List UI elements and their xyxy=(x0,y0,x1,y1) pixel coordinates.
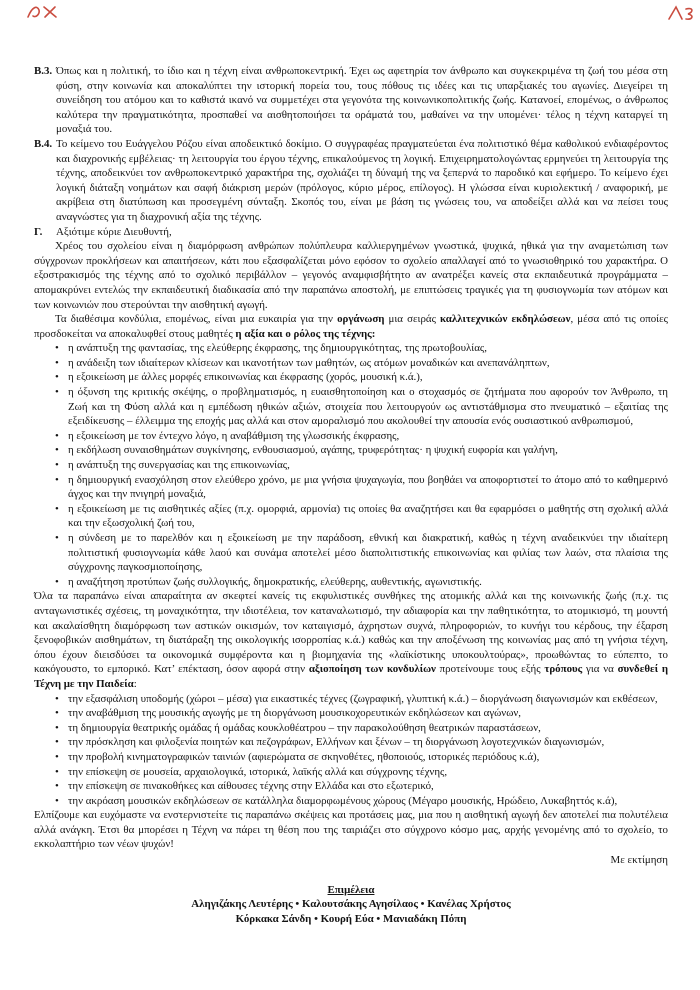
paragraph-text: Όλα τα παραπάνω είναι απαραίτητα αν σκεφτεί κανείς τις εκφυλιστικές συνθήκες της ατομικής αλλά και της κοινωνικής ζωής (π.χ. τις ανταγωνιστικές σχέσεις, τη μοναχικότητα, την ιδιοτέλεια, τον καταναλωτισμό, την αδιαφορία και την παθητικότητα, το ατομικισμό, τη μουντή και ακαλαίσθητη διαμόρφωση των αστικών οικισμών, τον καταιγισμό, άχρηστων συχνά, πληροφοριών, το κυνήγι του κέρδους, την έξαρση ξενοφοβικών αισθημάτων, τη διατάραξη της οικολογικής ισορροπίας κ.ά.) καθώς και την αποξένωση της κοινωνίας μας από τη γνήσια τέχνη, όπου έχουν διεισδύσει τα οικονομικά συμφέροντα και η βιομηχανία της «λαϊκίστικης υποκουλτούρας», προωθώντας το εύπεπτο, το κακόγουστο, το εμπορικό. Κατ’ επέκταση, όσον αφορά στην xyxy=(34,590,668,676)
list-item: • η ανάπτυξη της συνεργασίας και της επικοινωνίας, xyxy=(55,458,668,473)
section-b4 xyxy=(34,137,668,225)
section-gamma-label: Γ. xyxy=(34,225,43,238)
section-b4-text: Το κείμενο του Ευάγγελου Ρόζου είναι αποδεικτικό δοκίμιο. Ο συγγραφέας πραγματεύεται ένα πολιτιστικό θέμα καθολικού ενδιαφέροντος και διαχρονικής εμβέλειας· τη λειτουργία του έργου τέχνης, επικαλούμενος τη λογική. Επιχειρηματολογώντας ερμηνεύει τη λειτουργία της τέχνης, αποδεικνύει τον ανθρωποκεντρικό χαρακτήρα της, σχολιάζει τη δύναμή της να ξεπερνά το παροδικό και εφήμερο. Το κείμενο έχει λογική διάταξη νοημάτων και σαφή διάκριση μερών (πρόλογος, κύριο μέρος, επίλογος). Η γλώσσα είναι κυριολεκτική / αναφορική, με ακρίβεια στη διατύπωση και προσεγμένη σύνταξη. Σκοπός του, είναι με βάση τις γνώσεις του, να αποδείξει αλλά και να πείσει τους αναγνώστες για τη διαχρονική αξία της τέχνης. xyxy=(56,137,668,223)
emphasis-text: αξιοποίηση των κονδυλίων xyxy=(308,663,436,676)
signoff-text: Με εκτίμηση xyxy=(610,854,668,867)
emphasis-text: καλλιτεχνικών εκδηλώσεων xyxy=(440,313,571,326)
list-item: • την αναβάθμιση της μουσικής αγωγής με τη διοργάνωση μουσικοχορευτικών εκδηλώσεων και αγώνων, xyxy=(55,706,668,721)
list-item: • την ακρόαση μουσικών εκδηλώσεων σε κατάλληλα διαμορφωμένους χώρους (Μέγαρο μουσικής, Ηρώδειο, Λυκαβηττός κ.ά), xyxy=(55,794,668,809)
section-gamma-opening xyxy=(34,225,668,240)
section-b3-label: Β.3. xyxy=(34,65,53,77)
list-item: • η εξοικείωση με άλλες μορφές επικοινωνίας και έκφρασης (χορός, μουσική κ.ά.), xyxy=(55,370,668,385)
list-item: • η εκδήλωση συναισθημάτων συγκίνησης, ενθουσιασμού, αγάπης, τρυφερότητας· η ψυχική ευφορία και γαλήνη, xyxy=(55,443,668,458)
proposals-bullet-list xyxy=(55,692,668,809)
list-item: • την επίσκεψη σε πινακοθήκες και αίθουσες τέχνης στην Ελλάδα και στο εξωτερικό, xyxy=(55,779,668,794)
list-item: • τη δημιουργία θεατρικής ομάδας ή ομάδας κουκλοθέατρου – την παρακολούθηση θεατρικών παραστάσεων, xyxy=(55,721,668,736)
paragraph-text: προτείνουμε τους εξής xyxy=(435,663,545,676)
paragraph-text: για να xyxy=(582,663,618,676)
paragraph-text: , μέσα από τις οποίες προσδοκείται να αποκαλυφθεί στους μαθητές xyxy=(34,313,668,340)
letter-salutation: Αξιότιμε κύριε Διευθυντή, xyxy=(56,225,172,238)
closing-paragraph: Ελπίζουμε και ευχόμαστε να ενστερνιστείτε τις παραπάνω σκέψεις και προτάσεις μας, μια που η αισθητική αγωγή δεν αποτελεί πια πολυτέλεια αλλά ανάγκη. Έτσι θα μπορέσει η Τέχνη να πάρει τη θέση που της ταιριάζει στο σύγχρονο κόσμο μας, αρχής γενομένης από το σχολείο, το εκκολαπτήριο των νέων ψυχών! xyxy=(34,809,668,851)
section-b3-text: Όπως και η πολιτική, το ίδιο και η τέχνη είναι ανθρωποκεντρική. Έχει ως αφετηρία τον άνθρωπο και συγκεκριμένα τη ζωή του μέσα στη φύση, στην κοινωνία και αποκαλύπτει την ιστορική πορεία του, τους πόθους τις ιδέες και τις υπαρξιακές του αγωνίες. Διεγείρει τη συνείδηση του ατόμου και το καθιστά ικανό να συμμετέχει στα γεγονότα της κοινωνικοπολιτικής ζωής. Κατανοεί, επομένως, ο άνθρωπος καλύτερα την πραγματικότητα, προσπαθεί να αισθητοποιήσει τα οράματά του, μαθαίνει να την υπομένει· τέλος η τέχνη καταργεί τη μοναξιά του. xyxy=(56,65,668,136)
emphasis-text: η αξία και ο ρόλος της τέχνης: xyxy=(235,327,376,340)
list-item: • την επίσκεψη σε μουσεία, αρχαιολογικά, ιστορικά, λαϊκής αλλά και σύγχρονης τέχνης, xyxy=(55,765,668,780)
list-item: • η εξοικείωση με τον έντεχνο λόγο, η αναβάθμιση της γλωσσικής έκφρασης, xyxy=(55,429,668,444)
list-item: • την πρόσκληση και φιλοξενία ποιητών και πεζογράφων, Ελλήνων και ξένων – τη διοργάνωση λογοτεχνικών διαγωνισμών, xyxy=(55,735,668,750)
list-item: • η ανάδειξη των ιδιαίτερων κλίσεων και ικανοτήτων των μαθητών, ως ατόμων μοναδικών και ανεπανάληπτων, xyxy=(55,356,668,371)
section-b3 xyxy=(34,64,668,137)
credits-names-line-1: Αληγιζάκης Λευτέρης • Καλουτσάκης Αγησίλαος • Κανέλας Χρήστος xyxy=(191,898,511,911)
art-role-bullet-list xyxy=(55,341,668,589)
list-item: • η εξοικείωση με τις αισθητικές αξίες (π.χ. ομορφιά, αρμονία) τις οποίες θα αναζητήσει και θα εφαρμόσει ο μαθητής στη σχολική αλλά και την εξωσχολική ζωή του, xyxy=(55,502,668,531)
list-item: • η αναζήτηση προτύπων ζωής συλλογικής, δημοκρατικής, ελεύθερης, αυθεντικής, αγωνιστικής. xyxy=(55,575,668,590)
list-item: • η δημιουργική ενασχόληση στον ελεύθερο χρόνο, με μια γνήσια ψυχαγωγία, που βοηθάει να αποφορτιστεί το άτομο από το καθημερινό άγχος και την πνιγηρή μοναξιά, xyxy=(55,473,668,502)
paragraph-text: : xyxy=(133,677,137,690)
section-gamma-body xyxy=(34,239,668,868)
credits-names-line-2: Κόρκακα Σάνδη • Κουρή Εύα • Μανιαδάκη Πόπη xyxy=(235,912,467,925)
gamma-paragraph-1: Χρέος του σχολείου είναι η διαμόρφωση ανθρώπων πολύπλευρα καλλιεργημένων γνωστικά, ψυχικά, ηθικά για την αναμετώπιση των σύγχρονων προκλήσεων και απαιτήσεων, κάτι που εξασφαλίζεται μόνο εφόσον το σχολείο απαλλαγεί από το γνωσιοθηρικό του χαρακτήρα. Ο εξοστρακισμός της τέχνης από το σχολικό περιβάλλον – γεγονός αναμφισβήτητο αν ανατρέξει κανείς στα εκπαιδευτικά προγράμματα – απομακρύνει εντελώς την εκπαιδευτική διαδικασία από την παραπάνω αποστολή, με επιπτώσεις τραγικές για τη φυσιογνωμία των ατόμων και των κοινωνιών που στερούνται την αισθητική αγωγή. xyxy=(34,240,668,311)
paragraph-text: Τα διαθέσιμα κονδύλια, επομένως, είναι μια ευκαιρία για την xyxy=(55,313,338,326)
emphasis-text: συνδεθεί η Τέχνη με την Παιδεία xyxy=(34,663,669,690)
list-item: • την εξασφάλιση υποδομής (χώροι – μέσα) για εικαστικές τέχνες (ζωγραφική, γλυπτική κ.ά.) – διοργάνωση διαγωνισμών και εκθέσεων, xyxy=(55,692,668,707)
list-item: • την προβολή κινηματογραφικών ταινιών (αφιερώματα σε σκηνοθέτες, ηθοποιούς, ιστορικές περιόδους κ.ά), xyxy=(55,750,668,765)
emphasis-text: οργάνωση xyxy=(337,313,385,326)
paragraph-text: μια σειράς xyxy=(384,313,441,326)
credits-block xyxy=(34,883,668,927)
list-item: • η ανάπτυξη της φαντασίας, της ελεύθερης έκφρασης, της δημιουργικότητας, της πρωτοβουλίας, xyxy=(55,341,668,356)
list-item: • η όξυνση της κριτικής σκέψης, ο προβληματισμός, η ευαισθητοποίηση και ο στοχασμός σε ζητήματα που αφορούν τον Άνθρωπο, τη Ζωή και τη Φύση αλλά και η εμπέδωση ηθικών αξιών, στοιχεία που λειτουργούν ως αντιστάθμισμα στο πνευματικό – εξαιτίας της εξειδίκευσης – έλλειμμα της εποχής μας αλλά και στον αμοραλισμό που ακολουθεί την απουσία ενός ουσιαστικού ανθρωπισμού, xyxy=(55,385,668,429)
section-b4-label: Β.4. xyxy=(34,137,53,150)
gamma-paragraph-2 xyxy=(34,312,668,341)
gamma-paragraph-3 xyxy=(34,589,668,691)
emphasis-text: τρόπους xyxy=(544,663,583,676)
list-item: • η σύνδεση με το παρελθόν και η εξοικείωση με την παράδοση, εθνική και διακρατική, καθώς η τέχνη αναδεικνύει την ιδιαίτερη πολιτιστική φυσιογνωμία κάθε λαού και συνάμα αποτελεί μέσο διαπολιτιστικής επικοινωνίας και φιλίας των λαών, στα πλαίσια της σύγχρονης παγκοσμιοποίησης, xyxy=(55,531,668,575)
credits-heading: Επιμέλεια xyxy=(327,883,375,896)
